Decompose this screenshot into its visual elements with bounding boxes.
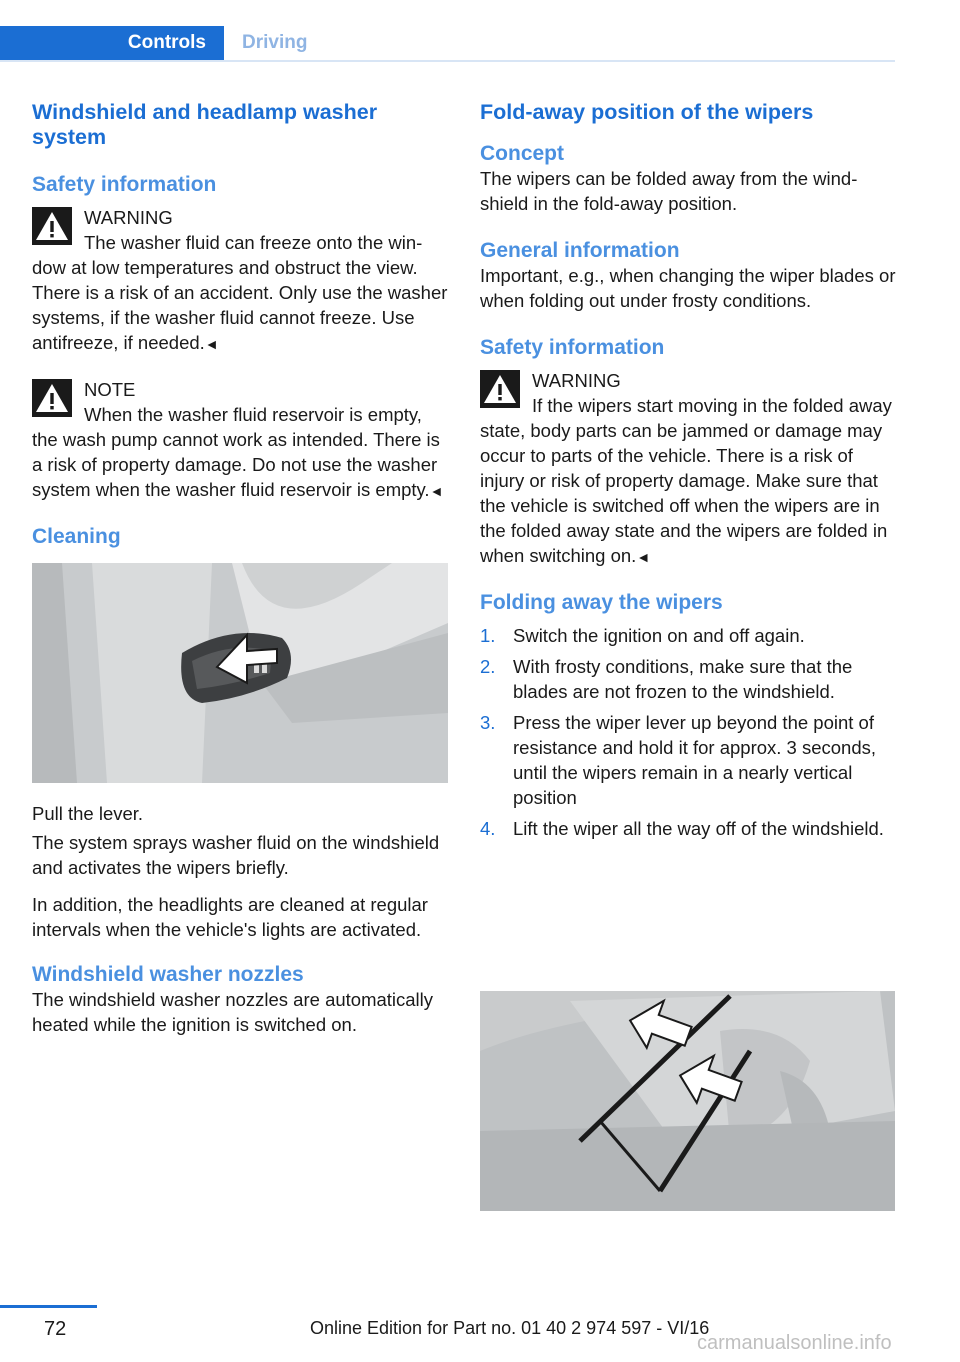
heading-safety-information: Safety information (480, 336, 665, 359)
wiper-lever-image (32, 563, 448, 783)
end-mark: ◄ (204, 336, 219, 352)
left-column (32, 100, 448, 1049)
heading-general-information: General information (480, 239, 680, 262)
footer-accent-line (0, 1305, 97, 1308)
tab-driving[interactable]: Driving (242, 32, 308, 53)
section-title-washer: Windshield and headlamp washer system (32, 100, 378, 149)
concept-text: The wipers can be folded away from the windshield in the fold-away position. (480, 168, 858, 214)
lever-illustration (32, 563, 448, 783)
heading-concept: Concept (480, 142, 564, 165)
warning-callout (32, 205, 448, 357)
warning-triangle-icon (480, 370, 520, 408)
heading-cleaning: Cleaning (32, 525, 121, 548)
wipers-foldaway-image (480, 991, 895, 1211)
warning-text: The washer fluid can freeze onto the window at low temperatures and obstruct the view. There is a risk of an accident. Only use the washer systems, if the washer fluid cannot freeze. Use antifreeze, if needed. (32, 232, 448, 353)
heading-safety-information: Safety information (32, 173, 217, 196)
warning-label: WARNING (532, 370, 621, 391)
list-item: 2. With frosty conditions, make sure that the blades are not frozen to the windshield. (480, 656, 853, 702)
list-item: 4. Lift the wiper all the way off of the windshield. (480, 818, 884, 839)
tab-controls[interactable]: Controls (0, 26, 224, 60)
pull-lever-text: Pull the lever. (32, 803, 144, 824)
edition-info: Online Edition for Part no. 01 40 2 974 597 - VI/16 (310, 1318, 710, 1338)
warning-triangle-icon (32, 207, 72, 245)
page-number: 72 (44, 1318, 67, 1340)
list-item: 1. Switch the ignition on and off again. (480, 625, 805, 646)
sprays-text: The system sprays washer fluid on the windshield and activates the wipers briefly. (32, 832, 440, 878)
right-column (480, 100, 896, 847)
warning-triangle-icon (32, 379, 72, 417)
nozzles-text: The windshield washer nozzles are automatically heated while the ignition is switched on. (32, 989, 434, 1035)
end-mark: ◄ (429, 483, 444, 499)
heading-washer-nozzles: Windshield washer nozzles (32, 963, 304, 986)
watermark: carmanualsonline.info (697, 1332, 892, 1354)
note-text: When the washer fluid reservoir is empty, the wash pump cannot work as intended. There is a risk of property damage. Do not use the washer system when the washer fluid reservoir is empty. (32, 404, 440, 500)
end-mark: ◄ (636, 549, 651, 565)
steps-list (480, 623, 896, 841)
general-text: Important, e.g., when changing the wiper blades or when folding out under frosty conditions. (480, 265, 896, 311)
header-tabs (0, 26, 895, 62)
warning-callout (480, 368, 896, 570)
note-label: NOTE (84, 379, 136, 400)
wipers-illustration (480, 991, 895, 1211)
note-callout (32, 377, 448, 504)
warning-text: If the wipers start moving in the folded away state, body parts can be jammed or damage may occur to parts of the vehicle. There is a risk of injury or risk of property damage. Make sure that the vehicle is switched off when the wipers are in the folded away state and the wipers are folded in when switching on. (480, 395, 892, 566)
list-item: 3. Press the wiper lever up beyond the point of resistance and hold it for approx. 3 seconds, until the wipers remain in a nearly vertical position (480, 712, 877, 808)
warning-label: WARNING (84, 207, 173, 228)
header-divider (0, 60, 895, 62)
heading-folding-away: Folding away the wipers (480, 591, 723, 614)
headlights-text: In addition, the headlights are cleaned at regular intervals when the vehicle's lights are activated. (32, 894, 428, 940)
section-title-foldaway: Fold-away position of the wipers (480, 100, 814, 124)
